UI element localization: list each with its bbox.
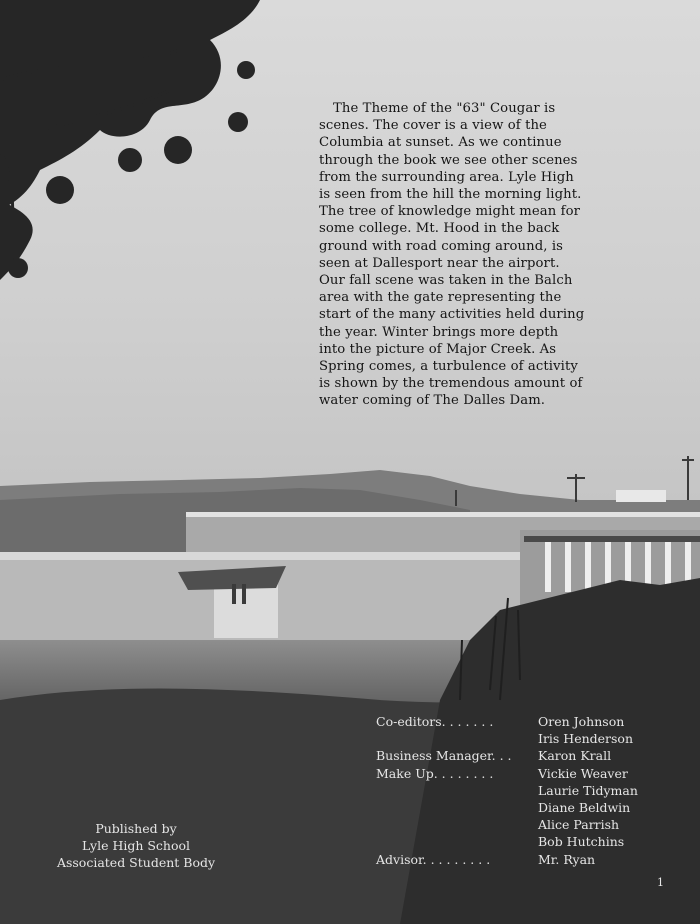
publisher-line: Associated Student Body xyxy=(56,855,216,870)
makeup-name: Diane Beldwin xyxy=(538,800,631,815)
page-number: 1 xyxy=(657,876,664,889)
makeup-label: Make Up. . . . . . . . xyxy=(376,766,494,781)
text-line: The Theme of the "63" Cougar is xyxy=(333,101,556,116)
coeditors-label: Co-editors. . . . . . . xyxy=(376,714,494,729)
business-manager-name: Karon Krall xyxy=(538,748,612,763)
advisor-name: Mr. Ryan xyxy=(538,852,596,867)
makeup-name: Alice Parrish xyxy=(538,817,620,832)
text-line: water coming of The Dalles Dam. xyxy=(319,393,546,409)
text-line: into the picture of Major Creek. As xyxy=(319,341,557,357)
text-line: from the surrounding area. Lyle High xyxy=(319,169,574,185)
text-line: Columbia at sunset. As we continue xyxy=(319,135,562,151)
text-line: through the book we see other scenes xyxy=(319,152,578,168)
text-line: is seen from the hill the morning light. xyxy=(319,187,582,203)
text-line: Our fall scene was taken in the Balch xyxy=(319,273,573,289)
publisher-line: Lyle High School xyxy=(81,838,191,853)
makeup-name: Vickie Weaver xyxy=(538,766,628,781)
makeup-name: Laurie Tidyman xyxy=(538,783,638,798)
coeditor-name: Oren Johnson xyxy=(538,714,625,729)
text-line: The tree of knowledge might mean for xyxy=(319,204,581,220)
makeup-name: Bob Hutchins xyxy=(538,834,625,849)
text-line: start of the many activities held during xyxy=(319,307,585,323)
publisher-line: Published by xyxy=(95,821,177,836)
text-line: scenes. The cover is a view of the xyxy=(319,118,547,134)
advisor-label: Advisor. . . . . . . . . xyxy=(376,852,491,867)
business-manager-label: Business Manager. . . xyxy=(376,748,512,763)
text-line: area with the gate representing the xyxy=(319,290,562,306)
text-line: the year. Winter brings more depth xyxy=(319,324,559,340)
text-line: is shown by the tremendous amount of xyxy=(319,376,583,392)
text-line: some college. Mt. Hood in the back xyxy=(319,221,560,237)
text-line: ground with road coming around, is xyxy=(319,238,564,254)
text-line: Spring comes, a turbulence of activity xyxy=(319,359,578,375)
coeditor-name: Iris Henderson xyxy=(538,731,634,746)
text-line: seen at Dallesport near the airport. xyxy=(319,255,560,271)
publisher-credit xyxy=(40,820,232,871)
